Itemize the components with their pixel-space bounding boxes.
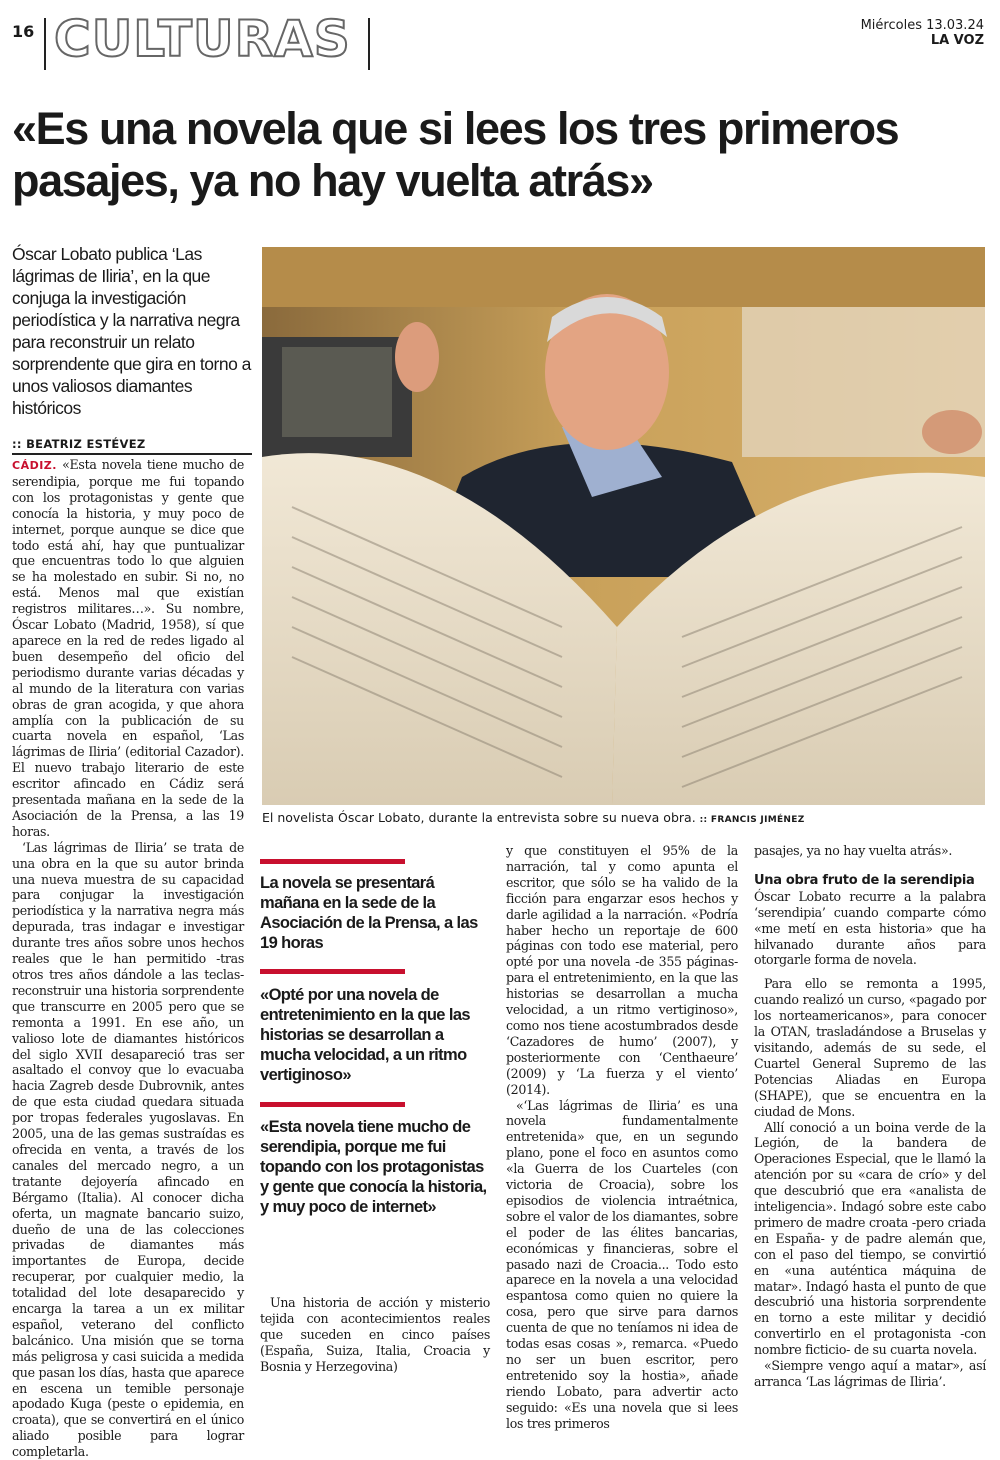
lead-paragraph: Óscar Lobato publica ‘Las lágrimas de Iliria’, en la que conjuga la investigación periodística y la narrativa negra para reconstruir un relato sorprendente que gira en torno a unos valiosos diamantes históricos	[12, 244, 251, 418]
page-number: 16	[12, 22, 35, 41]
body-column-3	[506, 843, 738, 1432]
article-photo	[262, 247, 985, 805]
col2-paragraph: Una historia de acción y misterio tejida con acontecimientos reales que suceden en cinco países (España, Suiza, Italia, Croacia y Bosnia y Herzegovina)	[260, 1295, 490, 1374]
col4-paragraph-0: pasajes, ya no hay vuelta atrás».	[754, 843, 953, 858]
caption-text: El novelista Óscar Lobato, durante la entrevista sobre su nueva obra.	[262, 810, 696, 825]
col4-paragraph-2: Para ello se remonta a 1995, cuando realizó un curso, «pagado por los norteamericanos», para conocer la OTAN, trasladándose a Bruselas y visitando, además de su sede, el Cuartel General Supremo de las Potencias Aliadas en Europa (SHAPE), que se encuentra en la ciudad de Mons.	[754, 976, 986, 1119]
col3-paragraph-1: y que constituyen el 95% de la narración, tal y como apunta el escritor, que sólo se ha valido de la ficción para engarzar esos hechos y darle agilidad a la narración. «Podría haber hecho un reportaje de 600 páginas con todo ese material, pero opté por una novela -de 355 páginas- para el entretenimiento, en la que las historias se desarrollan a mucha velocidad, a un ritmo vertiginoso», como nos tiene acostumbrados desde ‘Cazadores de humo’ (2007), y posteriormente con ‘Centhaeure’ (2009) y ‘La fuerza y el viento’ (2014).	[506, 843, 738, 1097]
paper-name: LA VOZ	[930, 33, 984, 48]
body-column-4	[754, 843, 986, 1390]
pull-quote-2: «Opté por una novela de entretenimiento en la que las historias se desarrollan a mucha velocidad, a un ritmo vertiginoso»	[260, 986, 470, 1084]
city-tag: CÁDIZ.	[12, 459, 57, 472]
body-column-1	[12, 457, 244, 1460]
photo-caption	[262, 810, 985, 825]
body-column-2	[260, 1295, 490, 1375]
col1-paragraph-2: ‘Las lágrimas de Iliria’ se trata de una obra en la que su autor brinda una nueva muestra de su capacidad para conjugar la investigación periodística y la narrativa negra más depurada, tras indagar e investigar durante tres años sobre unos hechos reales que le han permitido -tras otros tres años dándole a las teclas- reconstruir una historia sorprendente que transcurre en 2005 pero que se remonta a 1991. En ese año, un valioso lote de diamantes históricos del siglo XVII desapareció tras ser asaltado el convoy que lo evacuaba hacia Zagreb desde Dubrovnik, antes de que esta ciudad quedara situada por tropas federales yugoslavas. En 2005, una de las gemas sustraídas es ofrecida en venta, a través de los canales del mercado negro, a un tratante dejoyería afincado en Bérgamo (Italia). Al conocer dicha oferta, un magnate bancario suizo, dueño de una de las colecciones privadas de diamantes más importantes de Europa, decide recuperar, por cualquier medio, la totalidad del lote desaparecido y encarga la tarea a un ex militar español, veterano del conflicto balcánico. Una misión que se torna más peligrosa y casi suicida a medida que pasan los días, hasta que aparece en escena un temible personaje apodado Kuga (peste o epidemia, en croata), que se convertirá en el único aliado posible para lograr completarla.	[12, 839, 244, 1460]
col3-paragraph-2: «‘Las lágrimas de Iliria’ es una novela fundamentalmente entretenida» que, en un segundo plano, pone el foco en asuntos como «la Guerra de los Cuarteles (con victoria de Croacia), sobre los episodios de violencia intraétnica, sobre el valor de los diamantes, sobre el poder de las élites bancarias, económicas y financieras, sobre el pasado nazi de Croacia... Todo esto aparece en la novela a una velocidad espantosa como quien no quiere la cosa, pero que sirve para darnos cuenta de que no teníamos ni idea de todas esas cosas », remarca. «Puedo no ser un buen escritor, pero entretenido soy la hostia», añade riendo Lobato, para advertir acto seguido: «Es una novela que si lees los tres primeros	[506, 1097, 738, 1431]
col1-paragraph-1	[12, 457, 244, 840]
byline: :: BEATRIZ ESTÉVEZ	[12, 437, 252, 455]
quote-rule-1	[260, 859, 405, 864]
subheading: Una obra fruto de la serendipia	[754, 872, 975, 888]
header-divider-right	[368, 18, 370, 70]
header-divider-left	[44, 18, 46, 70]
pull-quote-1: La novela se presentará mañana en la sede de la Asociación de la Prensa, a las 19 horas	[260, 874, 478, 952]
col4-paragraph-4: «Siempre vengo aquí a matar», así arranca ‘Las lágrimas de Iliria’.	[754, 1358, 986, 1389]
headline: «Es una novela que si lees los tres primeros pasajes, ya no hay vuelta atrás»	[12, 103, 899, 206]
quote-rule-3	[260, 1102, 405, 1107]
col4-paragraph-3: Allí conoció a un boina verde de la Legión, de la bandera de Operaciones Especial, que le llamó la atención por su «cara de crío» y del que descubrió que era «analista de inteligencia». Indagó sobre este cabo primero de madre croata -pero criada en España- y de padre alemán que, con el paso del tiempo, se convirtió en «una auténtica máquina de matar». Indagó hasta el punto de que descubrió una historia sorprendente en torno a este militar y decidió convertirlo en el protagonista -con nombre ficticio- de su cuarta novela.	[754, 1119, 986, 1358]
photo-illustration	[262, 247, 985, 805]
col1-p1-text: «Esta novela tiene mucho de serendipia, porque me fui topando con los protagonistas y gente que conocía la historia, y muy poco de internet, porque aunque se dice que todo está ahí, hay que puntualizar que encuentras todo lo que alguien se ha molestado en subir. Si no, no está. Menos mal que existían registros militares…». Su nombre, Óscar Lobato (Madrid, 1958), sí que aparece en la red de redes ligado al buen desempeño del oficio del periodismo durante varias décadas y al mundo de la literatura con varias obras de gran acogida, y que ahora amplía con la publicación de su cuarta novela en español, ‘Las lágrimas de Iliria’ (editorial Cazador). El nuevo trabajo literario de este escritor afincado en Cádiz será presentada mañana en la sede de la Asociación de la Prensa, a las 19 horas.	[12, 457, 244, 839]
col4-paragraph-1: Óscar Lobato recurre a la palabra ‘serendipia’ cuando comparte cómo «me metí en esta historia» que ha hilvanado durante años para otorgarle forma de novela.	[754, 888, 986, 968]
pull-quote-3: «Esta novela tiene mucho de serendipia, porque me fui topando con los protagonistas y gente que conocía la historia, y muy poco de internet»	[260, 1118, 487, 1216]
photo-credit: :: FRANCIS JIMÉNEZ	[699, 815, 805, 825]
section-title: CULTURAS	[54, 10, 351, 68]
quote-rule-2	[260, 969, 405, 974]
issue-date: Miércoles 13.03.24	[860, 18, 984, 33]
issue-date-block	[861, 18, 984, 48]
